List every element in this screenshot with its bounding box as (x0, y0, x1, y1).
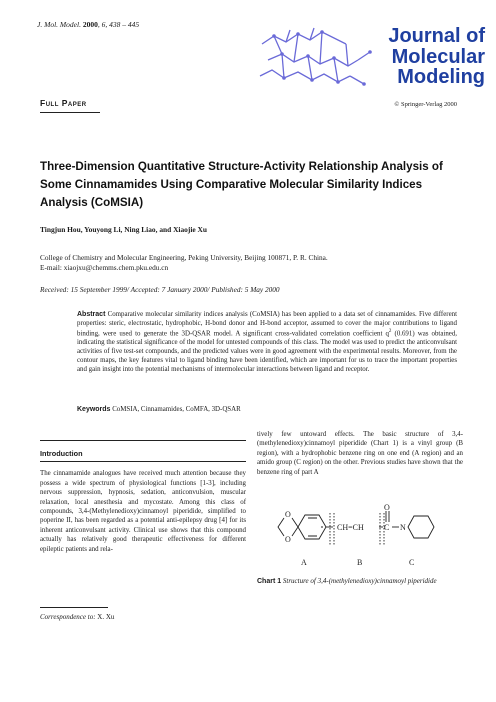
atom-label-chain: CH=CH (337, 523, 364, 532)
abstract-text-2: (0.691) was obtained, indicating the statistical significance of the model for untested compounds of this class. The model was used to predict the anticonvulsant activities of five test-set compounds, and the predicted values were in good agreement with the experimental results. Moreover, from the contour maps, the key features vital to ligand binding have been identified, which are important for us to trace the important properties and gain insight into the potential mechanisms of intermolecular interactions between ligand and receptor. (77, 330, 457, 373)
logo-line-3: Modeling (397, 66, 485, 88)
journal-year: 2000 (82, 20, 98, 29)
piperidine-ring (408, 516, 434, 538)
affiliation-text: College of Chemistry and Molecular Engineering, Peking University, Beijing 100871, P. R. China. (40, 253, 328, 262)
logo-line-1: Journal of (388, 25, 485, 47)
region-label-b: B (357, 558, 363, 567)
atom-label-c: C (384, 523, 390, 532)
keywords-text: CoMSIA, Cinnamamides, CoMFA, 3D-QSAR (112, 406, 241, 413)
abstract (77, 311, 457, 374)
article-title: Three-Dimension Quantitative Structure-Activity Relationship Analysis of Some Cinnamamides Using Comparative Molecular Similarity Indices Analysis (CoMSIA) (40, 160, 443, 209)
footnote-rule (40, 607, 108, 608)
dioxole-ring-bond (292, 518, 298, 536)
chart1-label: Chart 1 (257, 578, 282, 585)
intro-top-rule (40, 440, 246, 441)
journal-citation (37, 20, 139, 29)
atom-label-o: O (285, 535, 291, 544)
article-authors: Tingjun Hou, Youyong Li, Ning Liao, and Xiaojie Xu (40, 225, 207, 234)
atom-label-n: N (400, 523, 406, 532)
region-label-a: A (301, 558, 307, 567)
atom-label-o: O (285, 510, 291, 519)
author-affiliation (40, 253, 460, 272)
correspondence-label: Correspondence to: (40, 613, 96, 621)
carbonyl-double-bond (386, 511, 389, 522)
journal-abbrev: J. Mol. Model. (37, 20, 81, 29)
correspondence-note (40, 613, 114, 621)
abstract-label: Abstract (77, 311, 106, 318)
publication-dates: Received: 15 September 1999/ Accepted: 7 January 2000/ Published: 5 May 2000 (40, 285, 280, 294)
introduction-section (40, 449, 246, 554)
copyright-notice: © Springer-Verlag 2000 (394, 101, 457, 108)
keywords (77, 406, 457, 413)
header-rule (40, 112, 100, 113)
journal-logo-title (355, 26, 485, 88)
contact-email: E-mail: xiaojxu@chemms.chem.pku.edu.cn (40, 262, 169, 272)
intro-heading-rule (40, 461, 246, 462)
atom-label-o: O (384, 503, 390, 512)
chart1-structure-diagram (262, 503, 462, 571)
correspondence-name: X. Xu (95, 613, 115, 621)
introduction-text: The cinnamamide analogues have received much attention because they possess a wide spectrum of physiological functions [1-3], including nervous suppression, hypnosis, sedation, anticonvulsion, muscular relaxation, local anesthesia and mycostate. Among this class of compounds, 3,4-(Methylenedioxy)cinnamoyl piperidide, simplified to poperine II, has been regarded as a potential anti-epilepsy drug [4] for its inherent anticonvulsant activity. Clinical use shows that this compound actually has relatively good therapeutic effectiveness for different epileptic patients and rela- (40, 470, 246, 553)
introduction-heading: Introduction (40, 449, 83, 458)
region-label-c: C (409, 558, 415, 567)
region-divider-ab (330, 513, 334, 545)
right-column-text: tively few untoward effects. The basic structure of 3,4-(methylenedioxy)cinnamoyl piperidide (Chart 1) is a vinyl group (B region), with a hydrophobic benzene ring on one end (A region) and an amido group (C region) on the other. Previous studies have shown that the benzene ring of part A (257, 431, 463, 476)
logo-line-2: Molecular (391, 45, 485, 68)
chart1-caption-text: Structure of 3,4-(methylenedioxy)cinnamoyl piperidide (282, 577, 437, 585)
abstract-text-1: Comparative molecular similarity indices analysis (CoMSIA) has been applied to a data set of cinnamamides. Five different properties: steric, electrostatic, hydrophobic, H-bond donor and H-bond acceptor, assumed to cover the major contributions to ligand binding, were used to generate the 3D-QSAR model. A significant cross-validated correlation coefficient q (77, 311, 457, 338)
keywords-label: Keywords (77, 406, 111, 413)
journal-volume-pages: , 6, 438 – 445 (97, 20, 140, 29)
section-label: Full Paper (40, 98, 87, 108)
benzene-double-bonds (308, 518, 323, 536)
dioxole-ring-bond (278, 518, 284, 536)
abstract-superscript: 2 (388, 329, 392, 335)
chart1-caption (257, 577, 467, 586)
